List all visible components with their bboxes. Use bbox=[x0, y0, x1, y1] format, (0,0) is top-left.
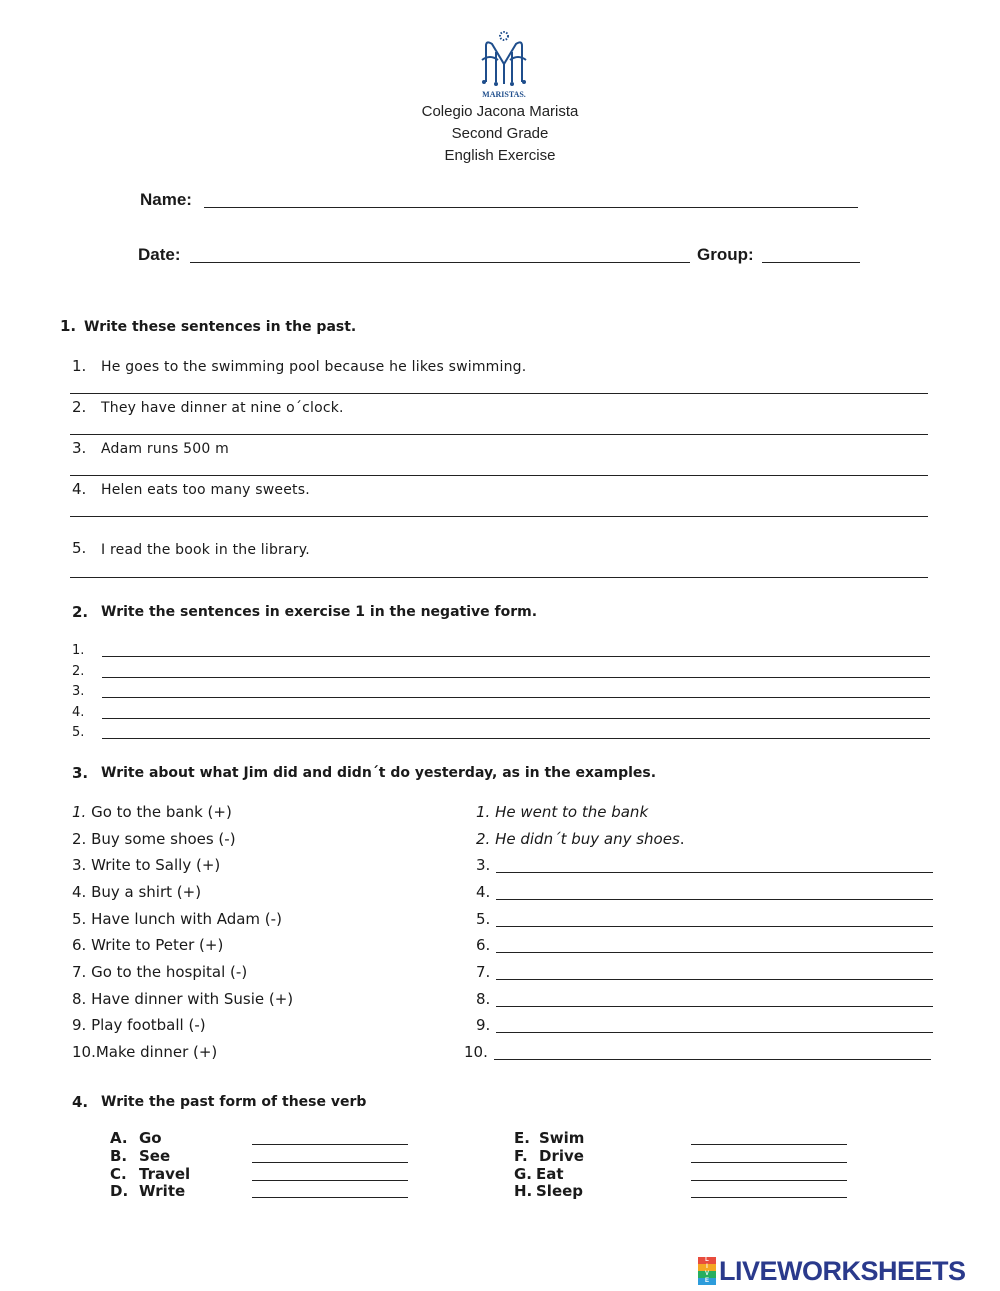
ex4-answer-line[interactable] bbox=[691, 1180, 847, 1181]
ex2-line-num: 5. bbox=[72, 725, 85, 740]
brand-text: LIVEWORKSHEETS bbox=[719, 1256, 966, 1286]
grade-label: Second Grade bbox=[451, 125, 549, 142]
ex4-answer-line[interactable] bbox=[691, 1144, 847, 1145]
ex3-answer-num: 3. bbox=[476, 856, 491, 874]
ex3-prompt-text: Go to the bank (+) bbox=[86, 803, 232, 821]
ex4-letter: A. bbox=[110, 1129, 128, 1147]
school-name: Colegio Jacona Marista bbox=[421, 103, 579, 120]
ex4-answer-line[interactable] bbox=[252, 1180, 408, 1181]
ex2-line-num: 1. bbox=[72, 643, 85, 658]
ex3-answer-num: 8. bbox=[476, 990, 491, 1008]
ex1-item-num: 4. bbox=[72, 480, 87, 498]
ex4-verb: Sleep bbox=[536, 1182, 584, 1200]
ex1-item-text: I read the book in the library. bbox=[101, 542, 310, 558]
ex2-line-num: 4. bbox=[72, 705, 85, 720]
ex4-answer-line[interactable] bbox=[252, 1162, 408, 1163]
ex3-number: 3. bbox=[72, 764, 89, 782]
badge-letter: V bbox=[698, 1271, 716, 1278]
ex1-answer-line[interactable] bbox=[70, 393, 928, 394]
ex2-number: 2. bbox=[72, 603, 89, 621]
ex1-item-num: 3. bbox=[72, 439, 87, 457]
ex4-letter: D. bbox=[110, 1182, 129, 1200]
live-badge-icon bbox=[698, 1257, 716, 1285]
ex1-item-text: Adam runs 500 m bbox=[101, 441, 229, 457]
ex3-answer-line[interactable] bbox=[496, 1032, 933, 1033]
ex3-prompt: 6. Write to Peter (+) bbox=[72, 936, 224, 954]
ex4-verb: Go bbox=[139, 1129, 162, 1147]
subject-label: English Exercise bbox=[444, 147, 556, 164]
name-label: Name: bbox=[140, 190, 192, 209]
group-label: Group: bbox=[697, 245, 754, 264]
ex3-example-period: . bbox=[679, 830, 685, 848]
logo-text: MARISTAS. bbox=[482, 90, 526, 99]
ex2-answer-line[interactable] bbox=[102, 697, 930, 698]
ex3-answer-line[interactable] bbox=[496, 1006, 933, 1007]
ex1-item-text: He goes to the swimming pool because he likes swimming. bbox=[101, 359, 527, 375]
badge-letter: I bbox=[698, 1264, 716, 1271]
ex3-prompt: 4. Buy a shirt (+) bbox=[72, 883, 202, 901]
ex4-letter: F. bbox=[514, 1147, 528, 1165]
ex1-item-num: 5. bbox=[72, 539, 87, 557]
school-logo bbox=[476, 30, 532, 102]
ex3-prompt-num: 1. bbox=[72, 803, 87, 821]
ex4-answer-line[interactable] bbox=[252, 1144, 408, 1145]
ex1-answer-line[interactable] bbox=[70, 516, 928, 517]
ex4-answer-line[interactable] bbox=[691, 1162, 847, 1163]
ex3-answer-line[interactable] bbox=[496, 899, 933, 900]
ex1-item-text: They have dinner at nine o´clock. bbox=[101, 400, 344, 416]
ex3-answer-line[interactable] bbox=[496, 872, 933, 873]
ex4-title: Write the past form of these verb bbox=[101, 1094, 367, 1110]
ex4-answer-line[interactable] bbox=[252, 1197, 408, 1198]
ex3-prompt: 8. Have dinner with Susie (+) bbox=[72, 990, 294, 1008]
ex1-title: Write these sentences in the past. bbox=[84, 319, 357, 335]
ex4-number: 4. bbox=[72, 1093, 89, 1111]
maristas-logo-icon bbox=[476, 30, 532, 88]
badge-letter: L bbox=[698, 1257, 716, 1264]
badge-letter: E bbox=[698, 1278, 716, 1285]
ex4-verb: Eat bbox=[536, 1165, 564, 1183]
ex1-item-text: Helen eats too many sweets. bbox=[101, 482, 310, 498]
ex3-prompt bbox=[72, 803, 232, 821]
ex3-example-text: 2. He didn´t buy any shoes bbox=[476, 830, 680, 848]
ex3-answer-num: 7. bbox=[476, 963, 491, 981]
ex1-answer-line[interactable] bbox=[70, 434, 928, 435]
ex3-answer-line[interactable] bbox=[496, 952, 933, 953]
ex2-line-num: 2. bbox=[72, 664, 85, 679]
ex3-prompt: 7. Go to the hospital (-) bbox=[72, 963, 248, 981]
ex3-answer-num: 6. bbox=[476, 936, 491, 954]
ex4-verb: Drive bbox=[539, 1147, 584, 1165]
ex3-prompt: 10.Make dinner (+) bbox=[72, 1043, 218, 1061]
ex3-answer-num: 9. bbox=[476, 1016, 491, 1034]
ex3-answer-num: 5. bbox=[476, 910, 491, 928]
ex4-verb: Swim bbox=[539, 1129, 585, 1147]
ex3-prompt: 5. Have lunch with Adam (-) bbox=[72, 910, 282, 928]
ex3-answer-num: 10. bbox=[464, 1043, 488, 1061]
ex3-answer-line[interactable] bbox=[494, 1059, 931, 1060]
ex3-prompt: 2. Buy some shoes (-) bbox=[72, 830, 236, 848]
ex2-answer-line[interactable] bbox=[102, 738, 930, 739]
ex1-answer-line[interactable] bbox=[70, 577, 928, 578]
name-input[interactable] bbox=[204, 207, 858, 208]
ex2-answer-line[interactable] bbox=[102, 677, 930, 678]
ex4-verb: Write bbox=[139, 1182, 186, 1200]
liveworksheets-brand[interactable] bbox=[698, 1256, 966, 1286]
ex2-answer-line[interactable] bbox=[102, 656, 930, 657]
date-input[interactable] bbox=[190, 262, 690, 263]
ex1-answer-line[interactable] bbox=[70, 475, 928, 476]
ex4-letter: E. bbox=[514, 1129, 530, 1147]
ex3-answer-line[interactable] bbox=[496, 926, 933, 927]
ex4-letter: G. bbox=[514, 1165, 533, 1183]
ex2-answer-line[interactable] bbox=[102, 718, 930, 719]
group-input[interactable] bbox=[762, 262, 860, 263]
ex1-item-num: 2. bbox=[72, 398, 87, 416]
ex4-answer-line[interactable] bbox=[691, 1197, 847, 1198]
ex4-verb: Travel bbox=[139, 1165, 191, 1183]
ex3-title: Write about what Jim did and didn´t do yesterday, as in the examples. bbox=[101, 765, 657, 781]
ex3-example: 1. He went to the bank bbox=[476, 803, 649, 821]
ex1-number: 1. bbox=[60, 317, 77, 335]
ex2-line-num: 3. bbox=[72, 684, 85, 699]
ex4-letter: B. bbox=[110, 1147, 128, 1165]
ex1-item-num: 1. bbox=[72, 357, 87, 375]
ex3-prompt: 3. Write to Sally (+) bbox=[72, 856, 221, 874]
ex3-answer-line[interactable] bbox=[496, 979, 933, 980]
ex4-verb: See bbox=[139, 1147, 171, 1165]
ex3-example bbox=[476, 830, 685, 848]
ex3-answer-num: 4. bbox=[476, 883, 491, 901]
ex4-letter: C. bbox=[110, 1165, 127, 1183]
date-label: Date: bbox=[138, 245, 181, 264]
ex3-prompt: 9. Play football (-) bbox=[72, 1016, 206, 1034]
ex4-letter: H. bbox=[514, 1182, 533, 1200]
ex2-title: Write the sentences in exercise 1 in the negative form. bbox=[101, 604, 538, 620]
